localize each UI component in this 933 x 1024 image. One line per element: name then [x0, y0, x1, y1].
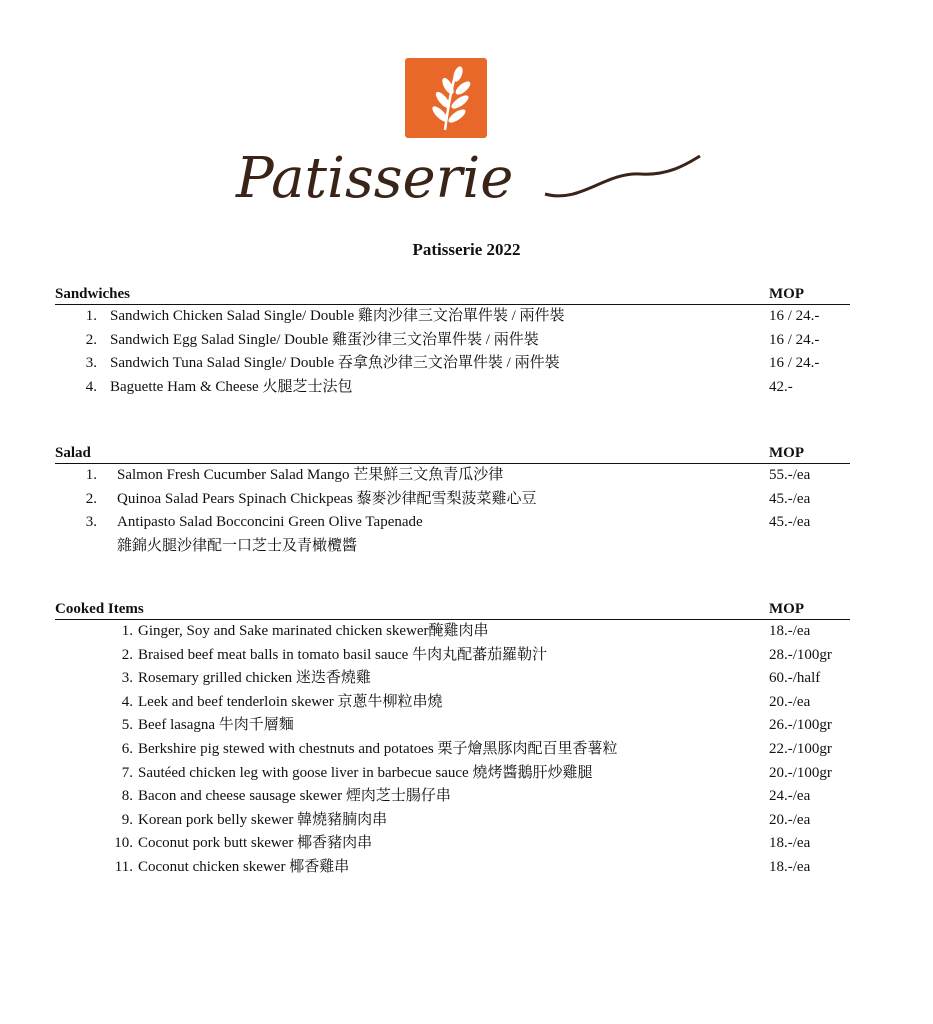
- item-name: Coconut chicken skewer 椰香雞串: [138, 858, 350, 875]
- menu-item: [55, 464, 850, 488]
- item-name: Rosemary grilled chicken 迷迭香燒雞: [138, 670, 371, 687]
- item-price: 16 / 24.-: [769, 308, 820, 324]
- item-number: 8.: [121, 788, 133, 805]
- menu-item: [55, 714, 850, 738]
- section-cooked-items: [55, 601, 850, 880]
- menu-item: [55, 511, 850, 535]
- item-price: 60.-/half: [769, 670, 821, 687]
- menu-item-continuation: [55, 535, 850, 557]
- item-price: 55.-/ea: [769, 467, 811, 483]
- item-number: 2.: [85, 490, 97, 507]
- section-header: [55, 286, 850, 305]
- item-name: Salmon Fresh Cucumber Salad Mango 芒果鮮三文魚青瓜沙律: [117, 467, 504, 483]
- document-title: Patisserie 2022: [412, 240, 521, 259]
- item-name: Coconut pork butt skewer 椰香豬肉串: [138, 835, 373, 852]
- menu-item: [55, 738, 850, 762]
- item-number: 4.: [85, 378, 97, 395]
- item-price: 16 / 24.-: [769, 355, 820, 372]
- item-price: 18.-/ea: [769, 858, 811, 875]
- item-name: Sandwich Tuna Salad Single/ Double 吞拿魚沙律三文治單件裝 / 兩件裝: [110, 355, 560, 372]
- item-number: 1.: [85, 308, 97, 324]
- section-title: Sandwiches: [55, 286, 131, 302]
- wheat-icon: [405, 58, 487, 138]
- brand-wordmark: [0, 142, 933, 222]
- item-number: 6.: [121, 740, 133, 757]
- section-header: [55, 601, 850, 620]
- item-number: 3.: [85, 355, 97, 372]
- item-number: 3.: [121, 670, 133, 687]
- item-name: Korean pork belly skewer 韓燒豬腩肉串: [138, 811, 388, 828]
- menu-item: [55, 644, 850, 668]
- item-price: 28.-/100gr: [769, 646, 832, 663]
- item-number: 11.: [114, 858, 133, 875]
- menu-item: [55, 785, 850, 809]
- menu-item: [55, 376, 850, 400]
- item-number: 3.: [85, 514, 97, 531]
- item-number: 2.: [121, 646, 133, 663]
- menu-item: [55, 352, 850, 376]
- item-price: 26.-/100gr: [769, 717, 832, 734]
- currency-label: MOP: [769, 601, 804, 617]
- brand-name: Patisserie: [236, 146, 514, 211]
- item-name: Berkshire pig stewed with chestnuts and potatoes 栗子燴黑豚肉配百里香薯粒: [138, 740, 618, 757]
- item-name: Beef lasagna 牛肉千層麵: [138, 717, 294, 734]
- menu-item: [55, 329, 850, 353]
- item-number: 1.: [121, 623, 133, 639]
- item-number: 4.: [121, 693, 133, 710]
- item-price: 20.-/100gr: [769, 764, 832, 781]
- item-number: 9.: [121, 811, 133, 828]
- section-title: Cooked Items: [55, 601, 144, 617]
- item-number: 7.: [121, 764, 133, 781]
- item-price: 45.-/ea: [769, 490, 811, 507]
- section-salad: [55, 445, 850, 557]
- item-price: 18.-/ea: [769, 835, 811, 852]
- item-price: 20.-/ea: [769, 693, 811, 710]
- item-name: Braised beef meat balls in tomato basil sauce 牛肉丸配蕃茄羅勒汁: [138, 646, 548, 663]
- section-sandwiches: [55, 286, 850, 399]
- menu-item: [55, 667, 850, 691]
- item-number: 1.: [85, 467, 97, 483]
- menu-item: [55, 488, 850, 512]
- item-price: 22.-/100gr: [769, 740, 832, 757]
- menu-item: [55, 762, 850, 786]
- section-title: Salad: [55, 445, 91, 461]
- item-name: Quinoa Salad Pears Spinach Chickpeas 藜麥沙律配雪梨菠菜雞心豆: [117, 490, 537, 507]
- item-price: 16 / 24.-: [769, 331, 820, 348]
- item-number: 10.: [114, 835, 133, 852]
- item-number: 2.: [85, 331, 97, 348]
- currency-label: MOP: [769, 445, 804, 461]
- item-number: 5.: [121, 717, 133, 734]
- item-name: Ginger, Soy and Sake marinated chicken skewer醃雞肉串: [138, 623, 489, 639]
- logo-badge: [405, 58, 487, 138]
- item-price: 45.-/ea: [769, 514, 811, 531]
- item-name: Antipasto Salad Bocconcini Green Olive Tapenade: [117, 514, 423, 531]
- item-name: Sautéed chicken leg with goose liver in barbecue sauce 燒烤醬鵝肝炒雞腿: [138, 764, 593, 781]
- item-name: Sandwich Egg Salad Single/ Double 雞蛋沙律三文治單件裝 / 兩件裝: [110, 331, 539, 348]
- item-name: Bacon and cheese sausage skewer 煙肉芝士腸仔串: [138, 788, 451, 805]
- item-price: 24.-/ea: [769, 788, 811, 805]
- item-name: Baguette Ham & Cheese 火腿芝士法包: [110, 378, 353, 395]
- item-name: Leek and beef tenderloin skewer 京蔥牛柳粒串燒: [138, 693, 443, 710]
- currency-label: MOP: [769, 286, 804, 302]
- item-name-chinese: 雜錦火腿沙律配一口芝士及青橄欖醬: [117, 537, 358, 554]
- item-price: 20.-/ea: [769, 811, 811, 828]
- menu-item: [55, 832, 850, 856]
- menu-item: [55, 691, 850, 715]
- menu-item: [55, 856, 850, 880]
- menu-item: [55, 809, 850, 833]
- item-price: 42.-: [769, 378, 793, 395]
- section-header: [55, 445, 850, 464]
- item-name: Sandwich Chicken Salad Single/ Double 雞肉沙律三文治單件裝 / 兩件裝: [110, 308, 565, 324]
- menu-item: [55, 620, 850, 644]
- item-price: 18.-/ea: [769, 623, 811, 639]
- menu-item: [55, 305, 850, 329]
